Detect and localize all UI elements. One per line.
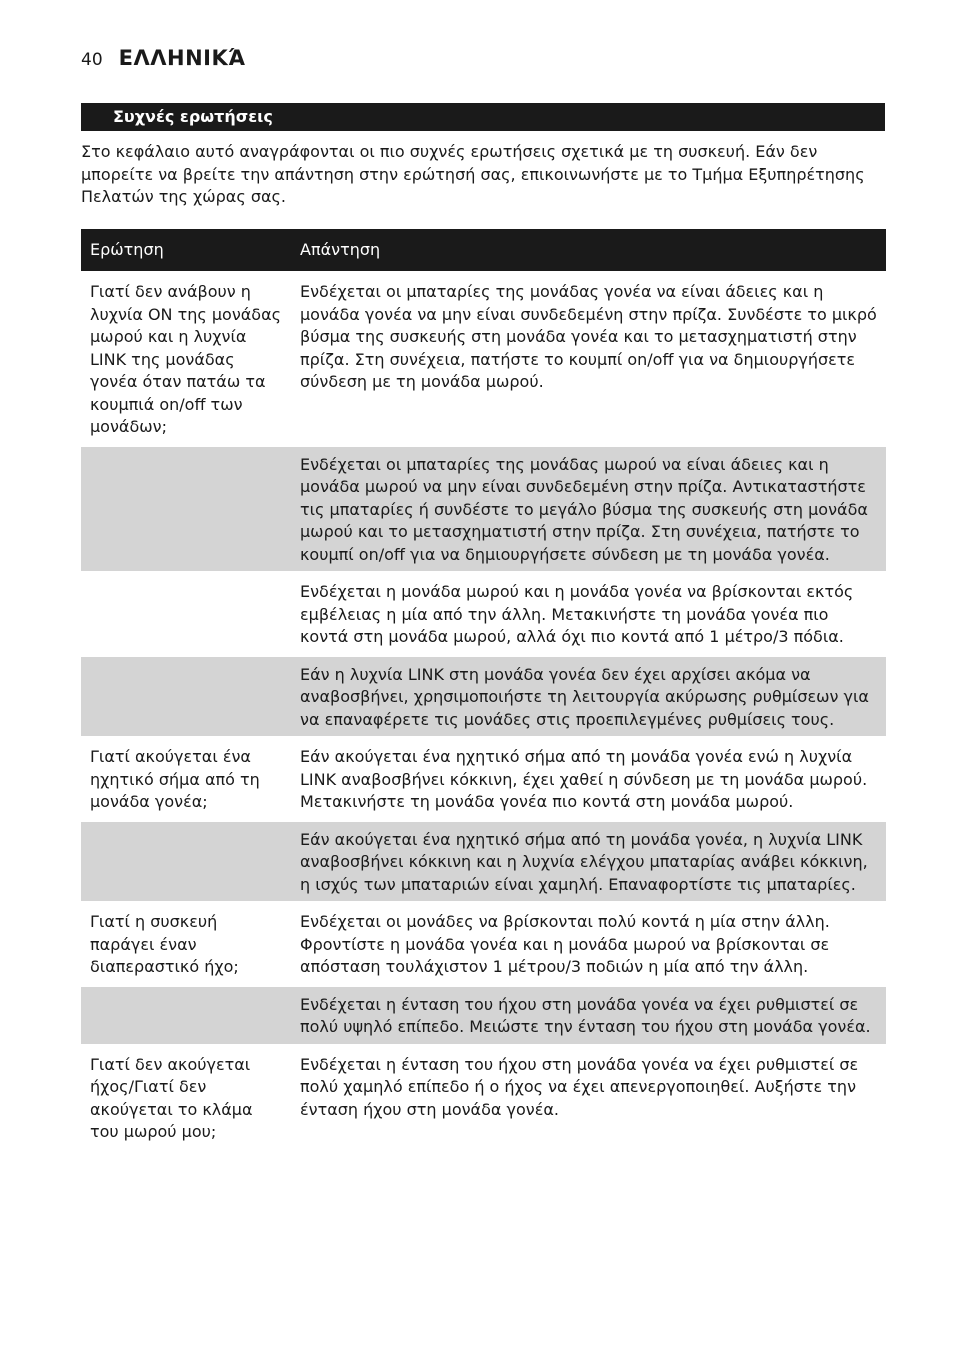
question-cell: Γιατί δεν ακούγεται ήχος/Γιατί δεν ακούγεται το κλάμα του μωρού μου; bbox=[81, 1045, 290, 1149]
table-row bbox=[81, 1045, 886, 1149]
question-cell bbox=[81, 445, 290, 573]
answer-cell: Εάν η λυχνία LINK στη μονάδα γονέα δεν έχει αρχίσει ακόμα να αναβοσβήνει, χρησιμοποιήστε τη λειτουργία ακύρωσης ρυθμίσεων για να επαναφέρετε τις μονάδες στις προεπιλεγμένες ρυθμίσεις τους. bbox=[290, 655, 886, 738]
question-cell bbox=[81, 655, 290, 738]
answer-cell: Ενδέχεται η ένταση του ήχου στη μονάδα γονέα να έχει ρυθμιστεί σε πολύ υψηλό επίπεδο. Μειώστε την ένταση του ήχου στη μονάδα γονέα. bbox=[290, 985, 886, 1045]
page-language-title: ΕΛΛΗΝΙΚΆ bbox=[118, 46, 246, 70]
table-row bbox=[81, 573, 886, 656]
section-intro: Στο κεφάλαιο αυτό αναγράφονται οι πιο συχνές ερωτήσεις σχετικά με τη συσκευή. Εάν δεν μπορείτε να βρείτε την απάντηση στην ερώτησή σας, επικοινωνήστε με το Τμήμα Εξυπηρέτησης Πελατών της χώρας σας. bbox=[81, 142, 865, 206]
table-row bbox=[81, 903, 886, 986]
page-header bbox=[81, 46, 245, 70]
section-title-bar bbox=[81, 103, 885, 131]
question-cell bbox=[81, 820, 290, 903]
question-cell: Γιατί δεν ανάβουν η λυχνία ON της μονάδας μωρού και η λυχνία LINK της μονάδας γονέα όταν πατάω τα κουμπιά on/off των μονάδων; bbox=[81, 273, 290, 446]
question-cell: Γιατί ακούγεται ένα ηχητικό σήμα από τη μονάδα γονέα; bbox=[81, 738, 290, 821]
table-row bbox=[81, 273, 886, 446]
table-row bbox=[81, 738, 886, 821]
faq-table-header-row bbox=[81, 229, 886, 273]
answer-cell: Ενδέχεται οι μπαταρίες της μονάδας γονέα να είναι άδειες και η μονάδα γονέα να μην είναι συνδεδεμένη στην πρίζα. Συνδέστε το μικρό βύσμα της συσκευής στη μονάδα γονέα και το μετασχηματιστή στην πρίζα. Στη συνέχεια, πατήστε το κουμπί on/off για να δημιουργήσετε σύνδεση με τη μονάδα μωρού. bbox=[290, 273, 886, 446]
answer-cell: Ενδέχεται οι μπαταρίες της μονάδας μωρού να είναι άδειες και η μονάδα μωρού να μην είναι συνδεδεμένη στην πρίζα. Αντικαταστήστε τις μπαταρίες ή συνδέστε το μεγάλο βύσμα της συσκευής στη μονάδα μωρού και το μετασχηματιστή στην πρίζα. Στη συνέχεια, πατήστε το κουμπί on/off για να δημιουργήσετε σύνδεση με τη μονάδα γονέα. bbox=[290, 445, 886, 573]
answer-cell: Εάν ακούγεται ένα ηχητικό σήμα από τη μονάδα γονέα ενώ η λυχνία LINK αναβοσβήνει κόκκινη, έχει χαθεί η σύνδεση με τη μονάδα μωρού. Μετακινήστε τη μονάδα γονέα πιο κοντά στη μονάδα μωρού. bbox=[290, 738, 886, 821]
answer-cell: Ενδέχεται οι μονάδες να βρίσκονται πολύ κοντά η μία στην άλλη. Φροντίστε η μονάδα γονέα και η μονάδα μωρού να βρίσκονται σε απόσταση τουλάχιστον 1 μέτρου/3 ποδιών η μία από την άλλη. bbox=[290, 903, 886, 986]
answer-cell: Εάν ακούγεται ένα ηχητικό σήμα από τη μονάδα γονέα, η λυχνία LINK αναβοσβήνει κόκκινη και η λυχνία ελέγχου μπαταρίας ανάβει κόκκινη, η ισχύς των μπαταριών είναι χαμηλή. Επαναφορτίστε τις μπαταρίες. bbox=[290, 820, 886, 903]
answer-cell: Ενδέχεται η μονάδα μωρού και η μονάδα γονέα να βρίσκονται εκτός εμβέλειας η μία από την άλλη. Μετακινήστε τη μονάδα γονέα πιο κοντά στη μονάδα μωρού, αλλά όχι πιο κοντά από 1 μέτρο/3 πόδια. bbox=[290, 573, 886, 656]
table-row bbox=[81, 820, 886, 903]
page-number: 40 bbox=[81, 50, 103, 70]
faq-table bbox=[81, 229, 886, 1149]
table-row bbox=[81, 445, 886, 573]
question-cell: Γιατί η συσκευή παράγει έναν διαπεραστικό ήχο; bbox=[81, 903, 290, 986]
table-row bbox=[81, 985, 886, 1045]
question-cell bbox=[81, 573, 290, 656]
question-column-header: Ερώτηση bbox=[81, 229, 290, 273]
table-row bbox=[81, 655, 886, 738]
section-title: Συχνές ερωτήσεις bbox=[113, 107, 273, 126]
question-cell bbox=[81, 985, 290, 1045]
answer-cell: Ενδέχεται η ένταση του ήχου στη μονάδα γονέα να έχει ρυθμιστεί σε πολύ χαμηλό επίπεδο ή ο ήχος να έχει απενεργοποιηθεί. Αυξήστε την ένταση ήχου στη μονάδα γονέα. bbox=[290, 1045, 886, 1149]
answer-column-header: Απάντηση bbox=[290, 229, 886, 273]
